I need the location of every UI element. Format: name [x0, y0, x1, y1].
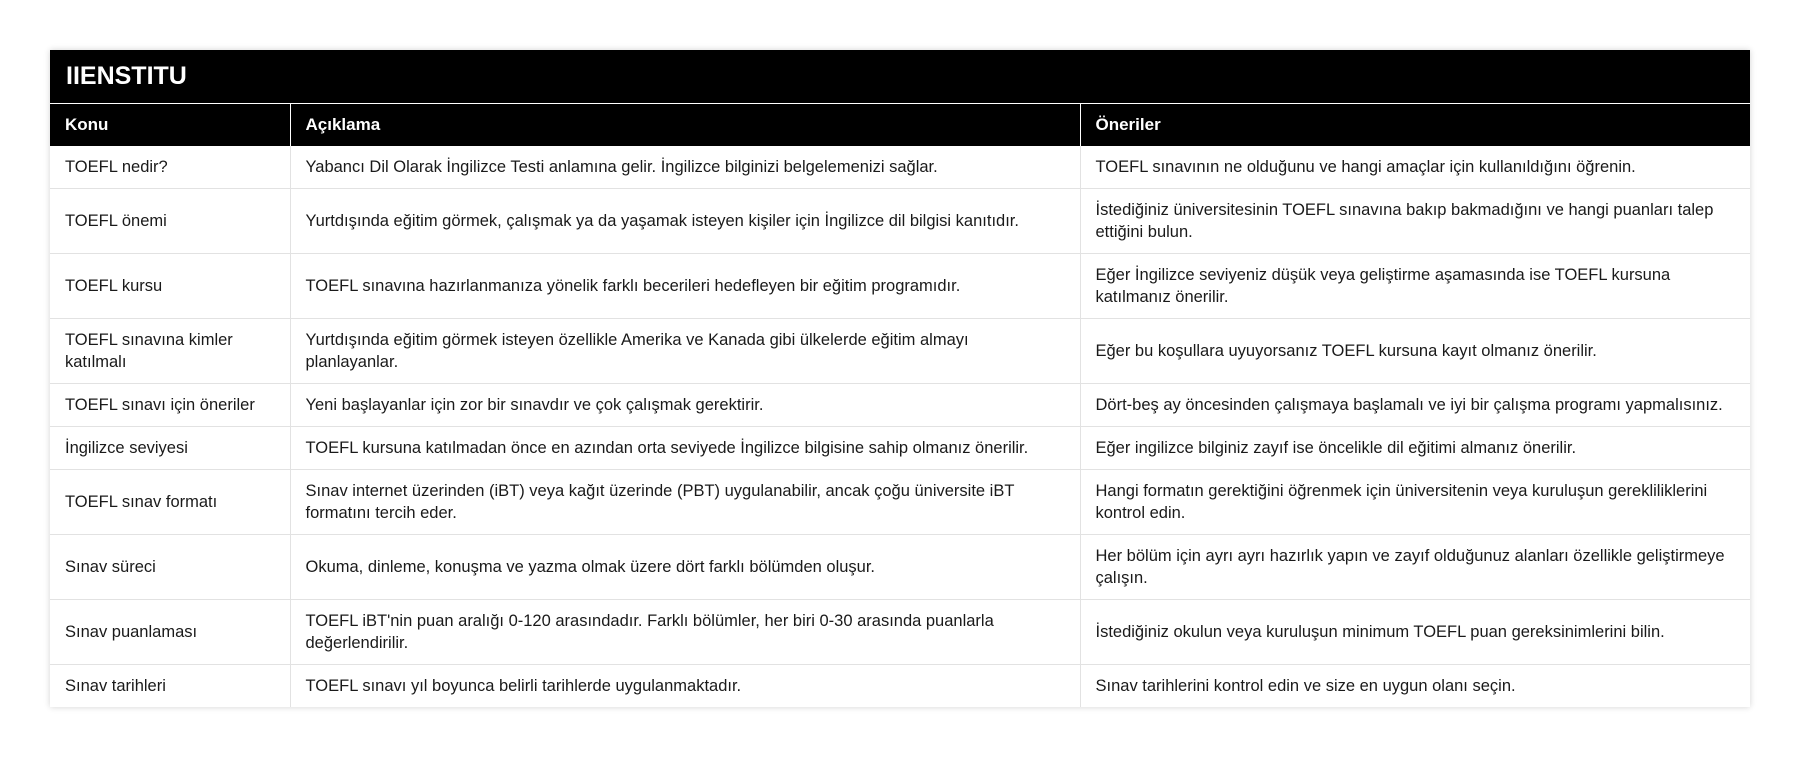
header-row [50, 104, 1750, 146]
cell-oneriler: İstediğiniz okulun veya kuruluşun minimum TOEFL puan gereksinimlerini bilin. [1080, 600, 1750, 665]
header-konu: Konu [50, 104, 290, 146]
header-oneriler: Öneriler [1080, 104, 1750, 146]
cell-konu: İngilizce seviyesi [50, 427, 290, 470]
cell-aciklama: TOEFL sınavı yıl boyunca belirli tarihlerde uygulanmaktadır. [290, 665, 1080, 708]
header-aciklama: Açıklama [290, 104, 1080, 146]
table-row [50, 384, 1750, 427]
cell-oneriler: Eğer İngilizce seviyeniz düşük veya geliştirme aşamasında ise TOEFL kursuna katılmanız önerilir. [1080, 254, 1750, 319]
table-row [50, 665, 1750, 708]
table-title: IIENSTITU [50, 50, 1750, 104]
cell-aciklama: Yurtdışında eğitim görmek isteyen özellikle Amerika ve Kanada gibi ülkelerde eğitim almayı planlayanlar. [290, 319, 1080, 384]
table-row [50, 535, 1750, 600]
table-row [50, 427, 1750, 470]
cell-aciklama: TOEFL sınavına hazırlanmanıza yönelik farklı becerileri hedefleyen bir eğitim programıdır. [290, 254, 1080, 319]
cell-oneriler: Eğer ingilizce bilginiz zayıf ise öncelikle dil eğitimi almanız önerilir. [1080, 427, 1750, 470]
cell-konu: TOEFL önemi [50, 189, 290, 254]
cell-konu: TOEFL sınavına kimler katılmalı [50, 319, 290, 384]
cell-oneriler: İstediğiniz üniversitesinin TOEFL sınavına bakıp bakmadığını ve hangi puanları talep ettiğini bulun. [1080, 189, 1750, 254]
cell-konu: TOEFL kursu [50, 254, 290, 319]
cell-konu: Sınav süreci [50, 535, 290, 600]
cell-konu: Sınav puanlaması [50, 600, 290, 665]
cell-oneriler: Sınav tarihlerini kontrol edin ve size en uygun olanı seçin. [1095, 677, 1516, 695]
cell-oneriler: Eğer bu koşullara uyuyorsanız TOEFL kursuna kayıt olmanız önerilir. [1080, 319, 1750, 384]
cell-aciklama: TOEFL iBT'nin puan aralığı 0-120 arasındadır. Farklı bölümler, her biri 0-30 arasında puanlarla değerlendirilir. [290, 600, 1080, 665]
cell-aciklama: Okuma, dinleme, konuşma ve yazma olmak üzere dört farklı bölümden oluşur. [290, 535, 1080, 600]
cell-konu: TOEFL sınavı için öneriler [50, 384, 290, 427]
cell-aciklama: Yeni başlayanlar için zor bir sınavdır ve çok çalışmak gerektirir. [290, 384, 1080, 427]
cell-aciklama: Yurtdışında eğitim görmek, çalışmak ya da yaşamak isteyen kişiler için İngilizce dil bilgisi kanıtıdır. [290, 189, 1080, 254]
cell-aciklama: Yabancı Dil Olarak İngilizce Testi anlamına gelir. İngilizce bilginizi belgelemenizi sağlar. [290, 146, 1080, 189]
cell-aciklama: Sınav internet üzerinden (iBT) veya kağıt üzerinde (PBT) uygulanabilir, ancak çoğu üniversite iBT formatını tercih eder. [290, 470, 1080, 535]
table-card [50, 50, 1750, 707]
table-row [50, 319, 1750, 384]
table-row [50, 600, 1750, 665]
cell-konu: TOEFL sınav formatı [50, 470, 290, 535]
table-row [50, 254, 1750, 319]
cell-oneriler: Her bölüm için ayrı ayrı hazırlık yapın ve zayıf olduğunuz alanları özellikle geliştirmeye çalışın. [1080, 535, 1750, 600]
cell-konu: Sınav tarihleri [50, 665, 290, 708]
cell-oneriler: Dört-beş ay öncesinden çalışmaya başlamalı ve iyi bir çalışma programı yapmalısınız. [1080, 384, 1750, 427]
cell-aciklama: TOEFL kursuna katılmadan önce en azından orta seviyede İngilizce bilgisine sahip olmanız önerilir. [290, 427, 1080, 470]
cell-oneriler: TOEFL sınavının ne olduğunu ve hangi amaçlar için kullanıldığını öğrenin. [1080, 146, 1750, 189]
table-row [50, 146, 1750, 189]
data-table [50, 104, 1750, 707]
table-row [50, 189, 1750, 254]
table-row [50, 470, 1750, 535]
cell-konu: TOEFL nedir? [50, 146, 290, 189]
cell-oneriler: Hangi formatın gerektiğini öğrenmek için üniversitenin veya kuruluşun gerekliliklerini kontrol edin. [1080, 470, 1750, 535]
